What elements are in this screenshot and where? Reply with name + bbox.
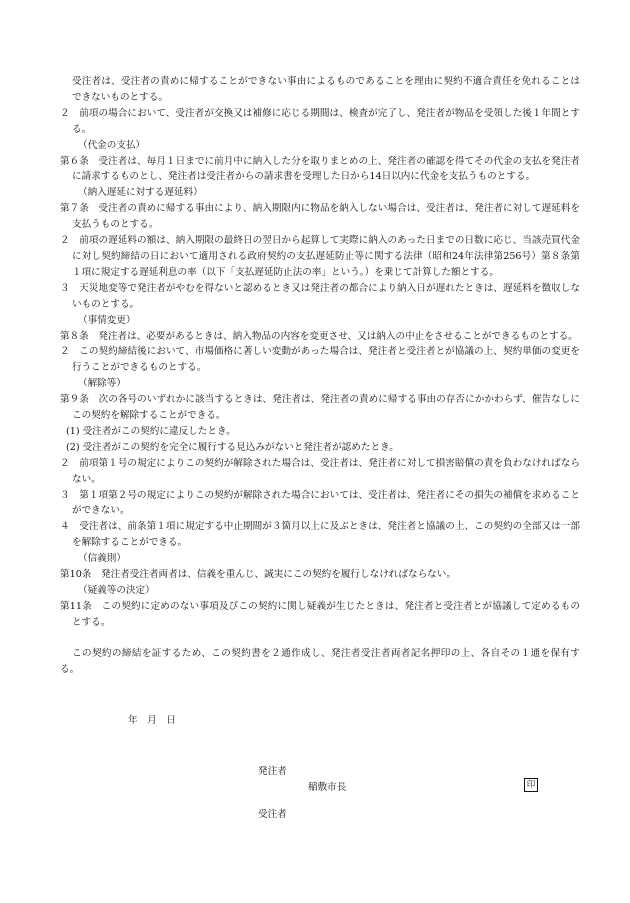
clause-paragraph: (2) 受注者がこの契約を完全に履行する見込みがないと発注者が認めたとき。 (66, 441, 399, 453)
clause-paragraph: ２ 前項の遅延料の額は、納入期限の最終日の翌日から起算して実際に納入のあった日までの日数に応じ、当該売買代金に対し契約締結の日において適用される政府契約の支払遅延防止等に関する法律（昭和24年法律第256号）第８条第１項に規定する遅延利息の率（以下「支払遅延防止法の率」という。）を乗じて計算した額とする。 (60, 235, 580, 278)
closing-statement: この契約の締結を証するため、この契約書を２通作成し、発注者受注者両者記名押印の上、各自その１通を保有する。 (60, 647, 580, 675)
clause-heading: （信義則） (78, 553, 126, 565)
clause-paragraph: ３ 第１項第２号の規定によりこの契約が解除された場合においては、受注者は、発注者にその損失の補償を求めることができない。 (60, 489, 580, 517)
clause-paragraph: 第７条 受注者の責めに帰する事由により、納入期限内に物品を納入しない場合は、受注者は、発注者に対して遅延料を支払うものとする。 (60, 203, 580, 231)
clause-paragraph: 受注者は、受注者の責めに帰することができない事由によるものであることを理由に契約不適合責任を免れることはできないものとする。 (72, 76, 580, 103)
clause-paragraph: ２ この契約締結後において、市場価格に著しい変動があった場合は、発注者と受注者とが協議の上、契約単価の変更を行うことができるものとする。 (60, 346, 580, 374)
contract-date: 年 月 日 (128, 715, 176, 726)
contractor-label: 受注者 (258, 809, 287, 820)
clause-paragraph: (1) 受注者がこの契約に違反したとき。 (66, 425, 236, 437)
contract-body (60, 74, 580, 678)
clause-paragraph: ２ 前項の場合において、受注者が交換又は補修に応じる期間は、検査が完了し、発注者が物品を受領した後１年間とする。 (60, 107, 580, 135)
clause-heading: （事情変更） (78, 314, 136, 326)
clause-paragraph: 第９条 次の各号のいずれかに該当するときは、発注者は、発注者の責めに帰する事由の存否にかかわらず、催告なしにこの契約を解除することができる。 (60, 394, 580, 422)
clause-heading: （解除等） (78, 378, 126, 390)
contract-clauses (60, 74, 580, 631)
clause-paragraph: 第８条 発注者は、必要があるときは、納入物品の内容を変更させ、又は納入の中止をさせることができるものとする。 (60, 330, 578, 342)
clause-paragraph: 第11条 この契約に定めのない事項及びこの契約に関し疑義が生じたときは、発注者と受注者とが協議して定めるものとする。 (60, 600, 580, 628)
clause-paragraph: 第10条 発注者受注者両者は、信義を重んじ、誠実にこの契約を履行しなければならない。 (60, 569, 456, 581)
clause-paragraph: 第６条 受注者は、毎月１日までに前月中に納入した分を取りまとめの上、発注者の確認を得てその代金の支払を発注者に請求するものとし、発注者は受注者からの請求書を受理した日から14日以内に代金を支払うものとする。 (60, 155, 580, 183)
orderer-name: 稲敷市長 (308, 782, 347, 793)
clause-heading: （納入遅延に対する遅延料） (78, 187, 203, 199)
clause-paragraph: ３ 天災地変等で発注者がやむを得ないと認めるとき又は発注者の都合により納入日が遅れたときは、遅延料を徴収しないものとする。 (60, 282, 580, 310)
spacer (60, 631, 580, 646)
clause-heading: （疑義等の決定） (78, 585, 155, 596)
orderer-label: 発注者 (258, 766, 287, 777)
seal-mark: 印 (524, 778, 538, 792)
clause-paragraph: ４ 受注者は、前条第１項に規定する中止期間が３箇月以上に及ぶときは、発注者と協議の上、この契約の全部又は一部を解除することができる。 (60, 521, 580, 549)
clause-heading: （代金の支払） (78, 139, 146, 151)
clause-paragraph: ２ 前項第１号の規定によりこの契約が解除された場合は、受注者は、発注者に対して損害賠償の責を負わなければならない。 (60, 457, 580, 485)
